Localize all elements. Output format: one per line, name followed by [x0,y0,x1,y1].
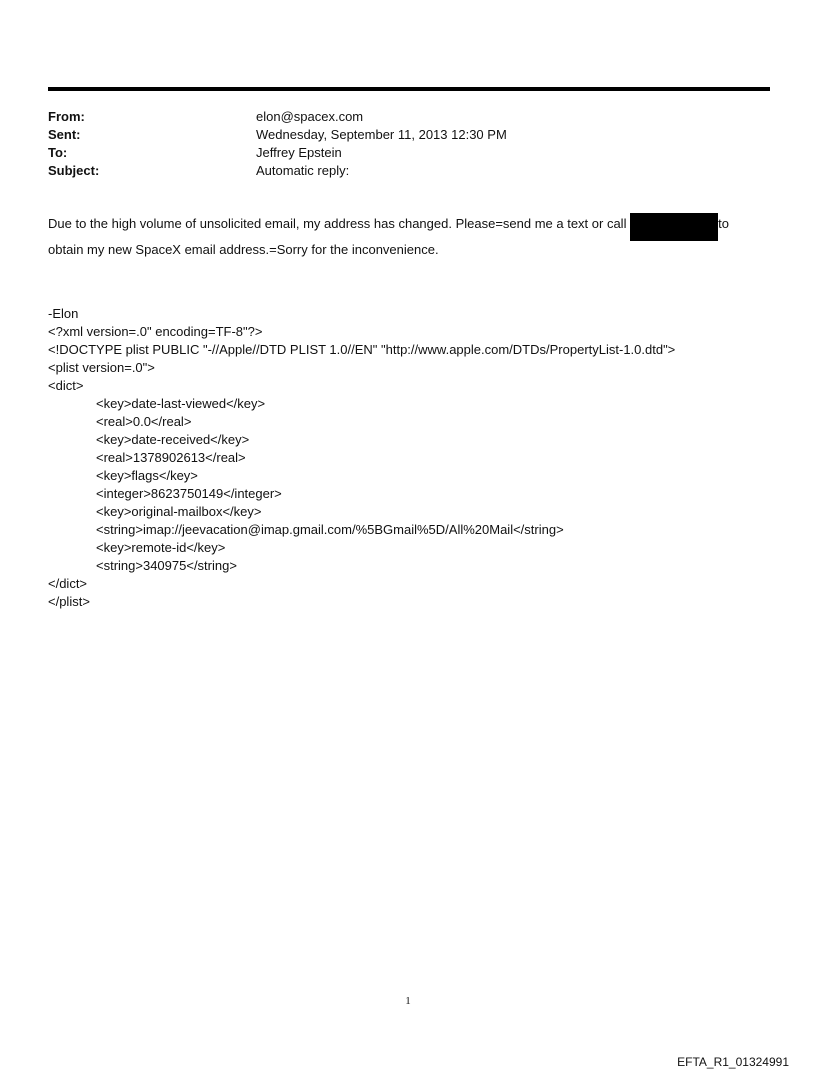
to-label: To: [48,145,68,160]
sent-label: Sent: [48,127,81,142]
subject-label: Subject: [48,163,100,178]
plist-block [48,305,675,611]
plist-line: <real>0.0</real> [96,414,192,429]
from-value: elon@spacex.com [256,109,364,124]
plist-line: <!DOCTYPE plist PUBLIC "-//Apple//DTD PLIST 1.0//EN" "http://www.apple.com/DTDs/PropertyList-1.0.dtd"> [48,342,676,357]
plist-line: <plist version=.0"> [48,360,155,375]
plist-line: <?xml version=.0" encoding=TF-8"?> [48,324,263,339]
plist-line: <key>remote-id</key> [96,540,226,555]
from-label: From: [48,109,85,124]
email-body [48,215,748,259]
plist-line: <string>imap://jeevacation@imap.gmail.com/%5BGmail%5D/All%20Mail</string> [96,522,564,537]
subject-value: Automatic reply: [256,163,350,178]
sent-row [48,126,507,144]
plist-line: <key>original-mailbox</key> [96,504,262,519]
page-number: 1 [405,995,411,1007]
from-row [48,108,507,126]
redaction-box [630,213,718,241]
body-text-part1: Due to the high volume of unsolicited email, my address has changed. Please=send me a text or call [48,216,631,231]
body-text-part2: to [718,216,729,231]
plist-line: <dict> [48,378,84,393]
document-id: EFTA_R1_01324991 [677,1055,789,1069]
plist-line: <key>flags</key> [96,468,198,483]
subject-row [48,162,507,180]
sent-value: Wednesday, September 11, 2013 12:30 PM [256,127,507,142]
body-line-2: obtain my new SpaceX email address.=Sorry for the inconvenience. [48,242,439,257]
plist-line: </dict> [48,576,88,591]
email-headers [48,108,507,180]
plist-line: <string>340975</string> [96,558,237,573]
plist-line: <real>1378902613</real> [96,450,246,465]
to-value: Jeffrey Epstein [256,145,342,160]
body-line-1 [48,215,748,241]
to-row [48,144,507,162]
header-rule [48,87,770,91]
plist-line: </plist> [48,594,90,609]
signature: -Elon [48,306,79,321]
plist-line: <key>date-received</key> [96,432,250,447]
plist-line: <integer>8623750149</integer> [96,486,282,501]
plist-line: <key>date-last-viewed</key> [96,396,266,411]
